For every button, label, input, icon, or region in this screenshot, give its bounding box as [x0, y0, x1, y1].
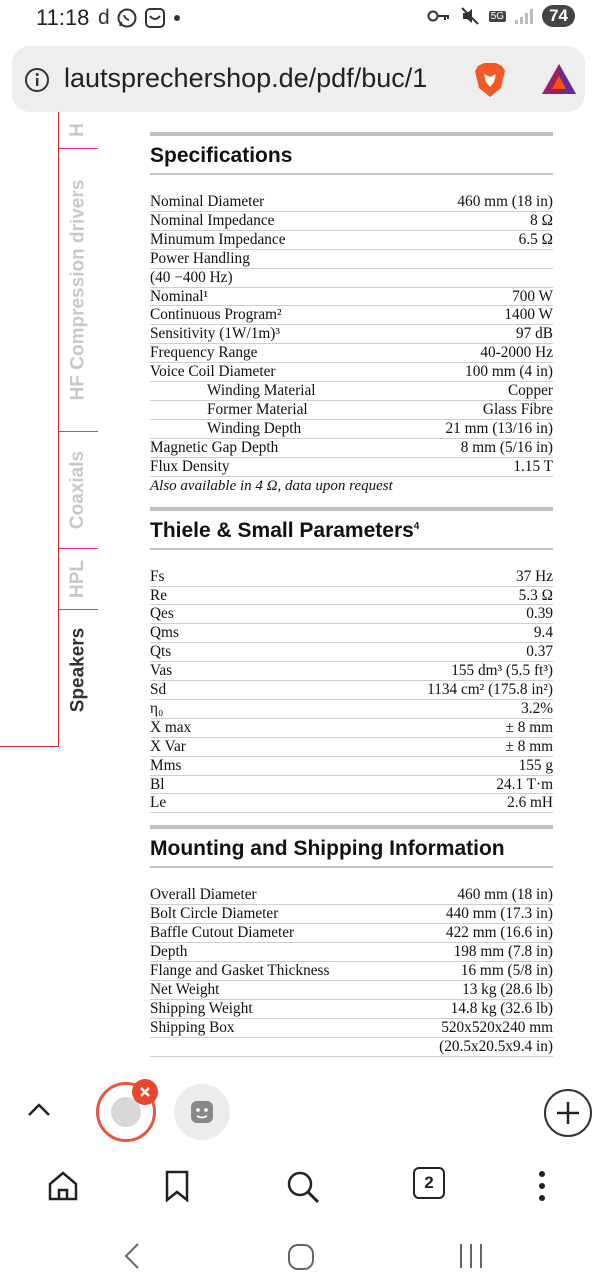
table-row	[150, 420, 553, 439]
table-row	[150, 794, 553, 813]
table-row	[150, 776, 553, 795]
battery-indicator: 74	[542, 5, 575, 27]
table-row	[150, 212, 553, 231]
bat-rewards-icon[interactable]	[540, 62, 578, 96]
row-value: Glass Fibre	[482, 400, 553, 418]
row-value: 8 Ω	[530, 211, 553, 229]
row-value: 14.8 kg (32.6 lb)	[450, 999, 553, 1017]
row-value: 97 dB	[516, 325, 553, 343]
table-row	[150, 325, 553, 344]
side-accent-hline	[0, 746, 59, 747]
row-label: X Var	[150, 737, 186, 755]
row-label: X max	[150, 718, 192, 736]
row-label: Power Handling	[150, 249, 250, 267]
dot-icon	[172, 13, 182, 23]
row-value: 198 mm (7.8 in)	[453, 943, 553, 961]
plus-icon	[555, 1100, 581, 1126]
section-title: Thiele & Small Parameters$^4$	[150, 518, 420, 542]
specifications-section	[150, 132, 553, 495]
table-row	[150, 288, 553, 307]
row-label: Qts	[150, 643, 172, 661]
table-row	[150, 981, 553, 1000]
row-label: Flux Density	[150, 457, 230, 475]
row-label: Qms	[150, 624, 179, 642]
table-row	[150, 605, 553, 624]
section-subrule	[150, 866, 553, 868]
spec-note: Also available in 4 Ω, data upon request	[150, 477, 393, 494]
row-label: Minumum Impedance	[150, 230, 286, 248]
row-value: 422 mm (16.6 in)	[445, 924, 553, 942]
row-value: 16 mm (5/8 in)	[460, 962, 553, 979]
leo-ai-icon	[188, 1098, 216, 1126]
status-time: 11:18	[36, 5, 90, 30]
system-nav-bar	[0, 1230, 597, 1280]
address-bar[interactable]	[12, 46, 585, 112]
row-label: Frequency Range	[150, 344, 258, 362]
row-label: Bl	[150, 775, 165, 793]
table-row	[150, 924, 553, 943]
row-label: Nominal Impedance	[150, 211, 275, 229]
row-value: (20.5x20.5x9.4 in)	[439, 1037, 553, 1055]
pdf-viewport[interactable]	[0, 112, 597, 1075]
section-subrule	[150, 548, 553, 550]
row-label: Magnetic Gap Depth	[150, 438, 279, 456]
row-value: 100 mm (4 in)	[465, 363, 553, 381]
row-label: Bolt Circle Diameter	[150, 905, 279, 923]
signal-icon	[514, 7, 534, 25]
table-row	[150, 306, 553, 325]
table-row	[150, 624, 553, 643]
row-label: Winding Material	[207, 382, 316, 400]
table-row	[150, 344, 553, 363]
row-label: Nominal Diameter	[150, 193, 265, 210]
row-value: 440 mm (17.3 in)	[445, 905, 553, 923]
row-value: 460 mm (18 in)	[457, 193, 553, 210]
whatsapp-icon	[116, 7, 138, 29]
row-value: 24.1 T·m	[496, 775, 553, 793]
row-value: 155 g	[518, 756, 553, 774]
status-notification-icons	[98, 6, 182, 30]
row-value: 40-2000 Hz	[480, 344, 553, 362]
row-value: 37 Hz	[516, 567, 553, 585]
home-circle-icon[interactable]	[286, 1242, 316, 1272]
key-icon	[427, 8, 451, 24]
ts-parameters-table	[150, 568, 553, 814]
side-tab-hpl: HPL	[67, 560, 88, 598]
table-row	[150, 382, 553, 401]
row-label: (40 −400 Hz)	[150, 268, 233, 286]
row-label: Vas	[150, 662, 173, 680]
table-row	[150, 643, 553, 662]
table-row	[150, 886, 553, 905]
table-row	[150, 401, 553, 420]
mail-app-icon	[144, 7, 166, 29]
row-label: Continuous Program²	[150, 306, 282, 324]
table-row	[150, 738, 553, 757]
thiele-small-section	[150, 507, 553, 814]
recents-icon[interactable]	[456, 1242, 486, 1270]
row-label: Shipping Weight	[150, 999, 253, 1017]
footnote-ref: 4	[413, 520, 420, 532]
section-title: Specifications	[150, 144, 293, 167]
row-value: ± 8 mm	[505, 718, 553, 736]
network-5g-badge: 5G	[490, 10, 505, 22]
row-label: Sensitivity (1W/1m)³	[150, 325, 280, 343]
row-label: Winding Depth	[207, 419, 302, 437]
site-info-icon[interactable]	[24, 67, 50, 93]
row-label: η₀	[150, 699, 164, 717]
chevron-up-icon[interactable]	[24, 1095, 54, 1125]
table-row	[150, 458, 553, 477]
table-row	[150, 363, 553, 382]
row-label: Shipping Box	[150, 1018, 235, 1036]
row-value: 1134 cm² (175.8 in²)	[427, 681, 553, 699]
table-row	[150, 681, 553, 700]
row-label: Qes	[150, 605, 174, 623]
d-app-icon: d	[98, 6, 110, 29]
table-row	[150, 269, 553, 288]
row-label: Baffle Cutout Diameter	[150, 924, 295, 942]
row-value: 520x520x240 mm	[441, 1018, 553, 1036]
table-row	[150, 757, 553, 776]
tab-toolbar	[0, 1075, 597, 1145]
row-value: 460 mm (18 in)	[457, 886, 553, 904]
row-label: Fs	[150, 567, 165, 585]
row-label: Flange and Gasket Thickness	[150, 962, 330, 979]
row-label: Former Material	[207, 400, 308, 418]
close-icon	[139, 1086, 151, 1098]
table-row	[150, 439, 553, 458]
table-row	[150, 700, 553, 719]
bookmark-icon[interactable]	[162, 1169, 192, 1203]
table-row	[150, 1000, 553, 1019]
row-value: Copper	[507, 382, 553, 400]
row-value: 1.15 T	[513, 457, 553, 475]
url-text[interactable]: lautsprechershop.de/pdf/buc/1	[64, 63, 428, 93]
brave-shields-icon[interactable]	[470, 60, 510, 100]
mounting-section	[150, 825, 553, 1056]
row-label: Sd	[150, 681, 167, 699]
row-value: 21 mm (13/16 in)	[445, 419, 553, 437]
new-tab-button[interactable]	[544, 1089, 592, 1137]
row-value: 6.5 Ω	[518, 230, 553, 248]
table-row	[150, 250, 553, 269]
row-label: Depth	[150, 943, 188, 961]
table-row	[150, 568, 553, 587]
row-value: 8 mm (5/16 in)	[460, 438, 553, 456]
row-value: 1400 W	[504, 306, 553, 324]
table-row	[150, 231, 553, 250]
side-tab-hf-compression: HF Compression drivers	[67, 179, 89, 401]
row-value: 5.3 Ω	[518, 586, 553, 604]
table-row	[150, 943, 553, 962]
row-value: 2.6 mH	[507, 794, 553, 812]
row-value: ± 8 mm	[505, 737, 553, 755]
more-menu-icon[interactable]	[534, 1169, 550, 1203]
row-label: Re	[150, 586, 167, 604]
status-bar	[0, 0, 597, 36]
side-tab-h: H	[66, 123, 88, 137]
row-value: 155 dm³ (5.5 ft³)	[451, 662, 553, 680]
row-label: Net Weight	[150, 980, 220, 998]
row-label: Voice Coil Diameter	[150, 363, 276, 381]
tab-bubble[interactable]	[174, 1084, 230, 1140]
row-value: 700 W	[512, 287, 553, 305]
table-row	[150, 1019, 553, 1038]
tab-switcher-button[interactable]: 2	[413, 1167, 445, 1199]
row-label: Le	[150, 794, 167, 812]
row-label: Mms	[150, 756, 182, 774]
side-tab-speakers: Speakers	[67, 627, 89, 713]
side-tab-coaxials: Coaxials	[67, 450, 88, 530]
status-system-icons	[427, 5, 575, 27]
table-row	[150, 193, 553, 212]
table-row	[150, 587, 553, 606]
row-value: 0.39	[526, 605, 553, 623]
search-icon[interactable]	[285, 1169, 321, 1205]
table-row	[150, 662, 553, 681]
table-row	[150, 962, 553, 981]
mounting-table	[150, 886, 553, 1056]
row-label: Nominal¹	[150, 287, 209, 305]
row-label: Overall Diameter	[150, 886, 257, 904]
table-row	[150, 905, 553, 924]
section-subrule	[150, 173, 553, 175]
spec-table	[150, 193, 553, 477]
table-row	[150, 719, 553, 738]
row-value: 0.37	[526, 643, 553, 661]
close-tab-button[interactable]	[132, 1079, 158, 1105]
row-value: 13 kg (28.6 lb)	[462, 980, 553, 998]
section-title: Mounting and Shipping Information	[150, 837, 505, 861]
back-icon[interactable]	[122, 1242, 142, 1270]
table-row	[150, 1038, 553, 1057]
browser-bottom-nav	[0, 1145, 597, 1230]
row-value: 9.4	[533, 624, 553, 642]
category-side-tabs	[58, 112, 98, 752]
datasheet	[150, 132, 553, 1135]
row-value: 3.2%	[521, 699, 553, 717]
mute-icon	[459, 5, 481, 27]
home-icon[interactable]	[46, 1169, 80, 1203]
